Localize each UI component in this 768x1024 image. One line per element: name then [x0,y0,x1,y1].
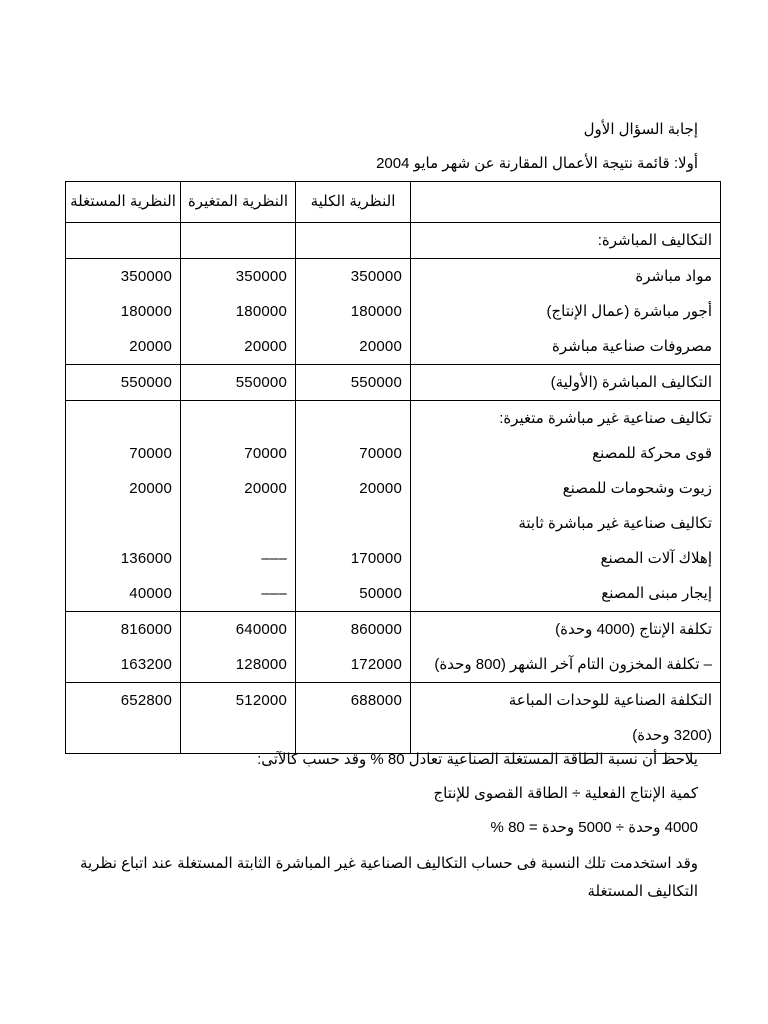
variable-values-cell [181,365,296,401]
row-value: 70000 [359,445,402,462]
row-value: 20000 [244,338,287,355]
comparative-income-statement-table [65,181,721,754]
capacity-calculation: 4000 وحدة ÷ 5000 وحدة = 80 % [490,819,698,836]
row-value: 512000 [235,692,287,709]
row-value: ––– [261,550,287,567]
row-value: 640000 [235,621,287,638]
variable-values-cell [181,223,296,259]
row-value [66,718,172,753]
row-value: 163200 [120,656,172,673]
row-value: 860000 [350,621,402,638]
row-value: 20000 [129,338,172,355]
header-utilized-theory: النظرية المستغلة [66,182,181,223]
row-value [296,506,402,541]
row-label: زيوت وشحومات للمصنع [562,480,712,497]
answer-heading: إجابة السؤال الأول [583,121,698,138]
utilized-values-cell [66,683,181,754]
table-row [66,365,721,401]
row-value: 180000 [120,303,172,320]
row-label: تكاليف صناعية غير مباشرة ثابتة [518,515,712,532]
row-label: التكاليف المباشرة: [597,232,712,249]
total-values-cell [296,401,411,612]
capacity-note: يلاحظ أن نسبة الطاقة المستغلة الصناعية تعادل 80 % وقد حسب كالآتى: [257,751,698,768]
row-value: 20000 [129,480,172,497]
row-label: (3200 وحدة) [632,727,712,744]
row-value: 350000 [235,268,287,285]
row-value: 350000 [120,268,172,285]
row-value: 20000 [359,338,402,355]
row-value: 70000 [244,445,287,462]
row-value [181,718,287,753]
row-label: تكاليف صناعية غير مباشرة متغيرة: [499,410,712,427]
row-value: 350000 [350,268,402,285]
total-values-cell [296,683,411,754]
utilized-values-cell [66,365,181,401]
label-cell [411,401,721,612]
statement-title: أولا: قائمة نتيجة الأعمال المقارنة عن شهر مايو 2004 [376,155,698,172]
label-cell [411,683,721,754]
explanation-paragraph: وقد استخدمت تلك النسبة فى حساب التكاليف الصناعية غير المباشرة الثابتة المستغلة عند اتباع نظرية التكاليف المستغلة [79,855,698,900]
variable-values-cell [181,683,296,754]
variable-values-cell [181,259,296,365]
utilized-values-cell [66,223,181,259]
row-value: 180000 [235,303,287,320]
row-value: 40000 [129,585,172,602]
row-value: 128000 [235,656,287,673]
table-header-row [66,182,721,223]
variable-values-cell [181,612,296,683]
total-values-cell [296,223,411,259]
label-cell [411,365,721,401]
row-value: 550000 [120,374,172,391]
row-value [296,718,402,753]
capacity-formula: كمية الإنتاج الفعلية ÷ الطاقة القصوى للإنتاج [433,785,698,802]
row-label: التكاليف المباشرة (الأولية) [550,374,712,391]
row-label: تكلفة الإنتاج (4000 وحدة) [555,621,712,638]
table-row [66,259,721,365]
row-value: 20000 [244,480,287,497]
row-value: 816000 [120,621,172,638]
table-row [66,401,721,612]
label-cell [411,259,721,365]
row-value: 20000 [359,480,402,497]
header-total-theory: النظرية الكلية [296,182,411,223]
row-value: ––– [261,585,287,602]
utilized-values-cell [66,612,181,683]
header-blank [411,182,721,223]
row-value: 550000 [350,374,402,391]
row-value [296,223,402,258]
row-value: 136000 [120,550,172,567]
row-label: قوى محركة للمصنع [592,445,712,462]
row-value [66,223,172,258]
row-label: أجور مباشرة (عمال الإنتاج) [546,303,712,320]
table-row [66,223,721,259]
row-value [181,506,287,541]
row-value [66,401,172,436]
row-value: 172000 [350,656,402,673]
row-value: 170000 [350,550,402,567]
row-value: 180000 [350,303,402,320]
row-value [66,506,172,541]
header-variable-theory: النظرية المتغيرة [181,182,296,223]
utilized-values-cell [66,259,181,365]
row-label: – تكلفة المخزون التام آخر الشهر (800 وحدة) [434,656,712,673]
label-cell [411,223,721,259]
row-value [296,401,402,436]
table-row [66,612,721,683]
utilized-values-cell [66,401,181,612]
total-values-cell [296,365,411,401]
row-label: مصروفات صناعية مباشرة [552,338,712,355]
row-value [181,401,287,436]
row-value: 652800 [120,692,172,709]
total-values-cell [296,612,411,683]
row-value: 688000 [350,692,402,709]
row-value [181,223,287,258]
row-value: 70000 [129,445,172,462]
total-values-cell [296,259,411,365]
row-value: 50000 [359,585,402,602]
table-row [66,683,721,754]
row-label: إهلاك آلات المصنع [600,550,712,567]
row-label: مواد مباشرة [635,268,712,285]
variable-values-cell [181,401,296,612]
row-value: 550000 [235,374,287,391]
row-label: إيجار مبنى المصنع [601,585,712,602]
label-cell [411,612,721,683]
row-label: التكلفة الصناعية للوحدات المباعة [508,692,712,709]
